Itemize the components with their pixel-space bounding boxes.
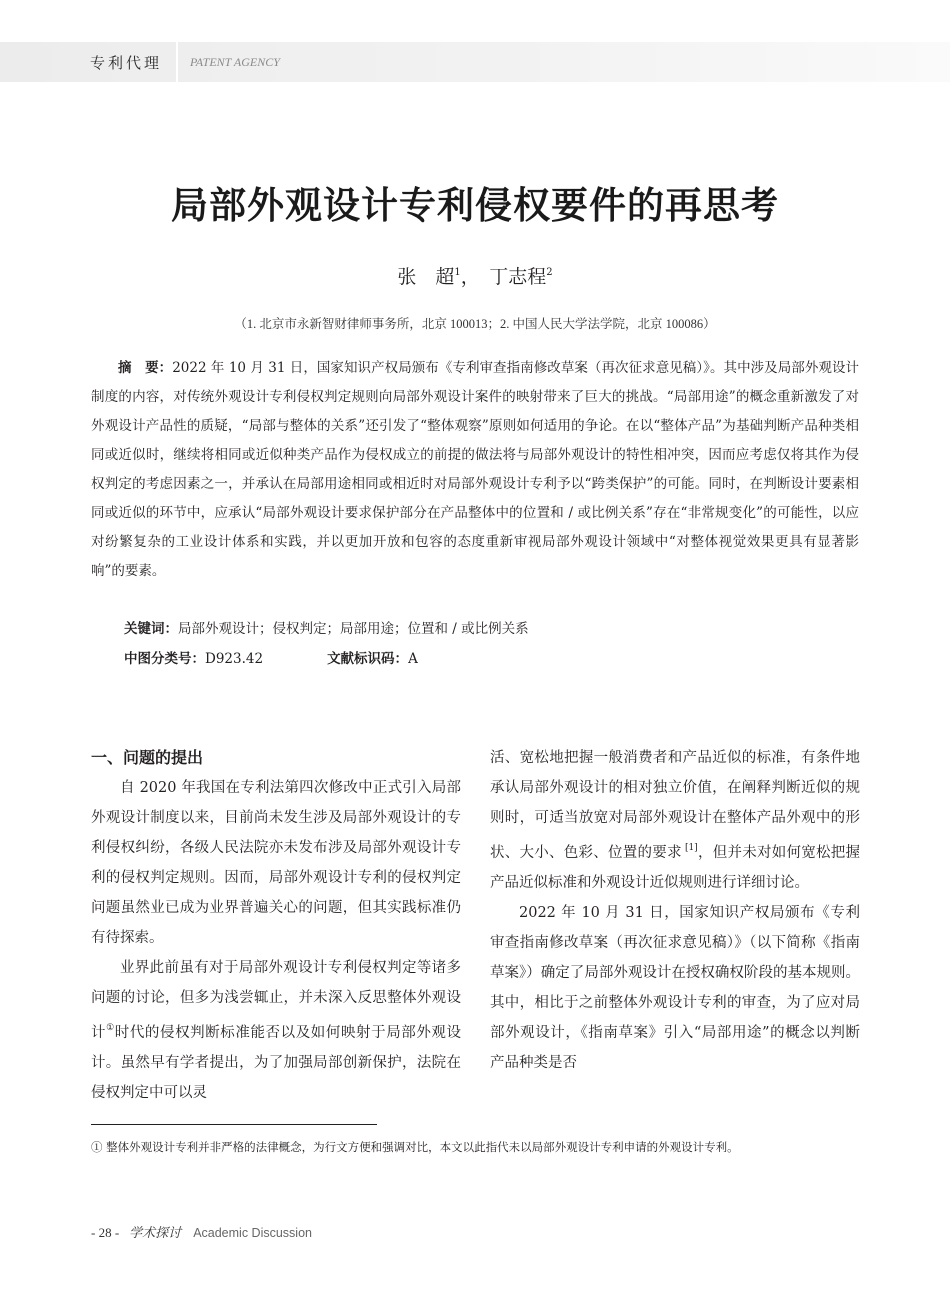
keywords-label: 关键词：: [124, 621, 178, 637]
doc-code-value: A: [408, 651, 418, 667]
author-separator: ，: [460, 266, 490, 288]
paragraph-text: 活、宽松地把握一般消费者和产品近似的标准，有条件地承认局部外观设计的相对独立价值，在阐释判断近似的规则时，可适当放宽对局部外观设计在整体产品外观中的形状、大小、色彩、位置的要求: [490, 750, 860, 861]
journal-column-cn: 学术探讨: [129, 1225, 182, 1240]
footnote-text: 整体外观设计专利并非严格的法律概念，为行文方便和强调对比，本文以此指代未以局部外观设计专利申请的外观设计专利。: [106, 1140, 739, 1154]
classification: [124, 647, 418, 671]
footnote-divider: [91, 1124, 377, 1125]
keywords-text: 局部外观设计；侵权判定；局部用途；位置和 / 或比例关系: [178, 621, 529, 637]
footnote-body: [91, 1136, 861, 1158]
footnote-ref[interactable]: ①: [106, 1023, 115, 1033]
footnote: [91, 1136, 861, 1158]
paragraph: [91, 953, 461, 1108]
page-number: - 28 -: [91, 1225, 120, 1240]
paragraph-text: ，但并未对如何宽松把握产品近似标准和外观设计近似规则进行详细讨论。: [490, 845, 861, 891]
footnote-mark: ①: [91, 1140, 103, 1154]
keywords: [124, 617, 529, 641]
paragraph-text: 时代的侵权判断标准能否以及如何映射于局部外观设计。虽然早有学者提出，为了加强局部创新保护，法院在侵权判定中可以灵: [91, 1025, 462, 1101]
paragraph: [490, 743, 860, 898]
paragraph: 2022 年 10 月 31 日，国家知识产权局颁布《专利审查指南修改草案（再次征求意见稿）》（以下简称《指南草案》）确定了局部外观设计在授权确权阶段的基本规则。其中，相比于之前整体外观设计专利的审查，为了应对局部外观设计，《指南草案》引入“局部用途”的概念以判断产品种类是否: [490, 905, 860, 1071]
author-affil-mark: 1: [454, 267, 461, 278]
abstract: [91, 354, 859, 586]
body-column-left: [91, 743, 461, 1108]
affiliation: （1. 北京市永新智财律师事务所，北京 100013；2. 中国人民大学法学院，北京 100086）: [234, 317, 716, 331]
paragraph: 自 2020 年我国在专利法第四次修改中正式引入局部外观设计制度以来，目前尚未发生涉及局部外观设计的专利侵权纠纷，各级人民法院亦未发布涉及局部外观设计专利的侵权判定规则。因而，局部外观设计专利的侵权判定问题虽然业已成为业界普遍关心的问题，但其实践标准仍有待探索。: [91, 780, 461, 946]
author-name: 张 超: [397, 266, 455, 288]
header-divider: [176, 42, 178, 82]
page-footer: [91, 1222, 312, 1241]
author-affil-mark: 2: [546, 267, 553, 278]
abstract-text: 2022 年 10 月 31 日，国家知识产权局颁布《专利审查指南修改草案（再次征求意见稿）》。其中涉及局部外观设计制度的内容，对传统外观设计专利侵权判定规则向局部外观设计案件的映射带来了巨大的挑战。“局部用途”的概念重新激发了对外观设计产品性的质疑，“局部与整体的关系”还引发了“整体观察”原则如何适用的争论。在以“整体产品”为基础判断产品种类相同或近似时，继续将相同或近似种类产品作为侵权成立的前提的做法将与局部外观设计的特性相冲突，因而应考虑仅将其作为侵权判定的考虑因素之一，并承认在局部用途相同或相近时对局部外观设计专利予以“跨类保护”的可能。同时，在判断设计要素相同或近似的环节中，应承认“局部外观设计要求保护部分在产品整体中的位置和 / 或比例关系”存在“非常规变化”的可能性，以应对纷繁复杂的工业设计体系和实践，并以更加开放和包容的态度重新审视局部外观设计领域中“对整体视觉效果更具有显著影响”的要素。: [91, 360, 860, 579]
doc-code-label: 文献标识码：: [327, 651, 409, 667]
body-column-right: [490, 743, 860, 1078]
abstract-label: 摘 要：: [118, 360, 173, 376]
clc-label: 中图分类号：: [124, 651, 205, 667]
section-title: 专利代理: [90, 54, 163, 72]
paragraph-text: 业界此前虽有对于局部外观设计专利侵权判定等诸多问题的讨论，但多为浅尝辄止，并未深入反思整体外观设计: [91, 960, 461, 1041]
article-title: 局部外观设计专利侵权要件的再思考: [171, 184, 779, 227]
journal-column-en: Academic Discussion: [193, 1226, 312, 1240]
citation-ref[interactable]: [1]: [681, 843, 698, 853]
authors: [0, 262, 950, 289]
clc-value: D923.42: [205, 651, 264, 667]
section-subtitle: PATENT AGENCY: [190, 55, 280, 69]
author-name: 丁志程: [489, 266, 547, 288]
section-heading: 一、问题的提出: [91, 748, 204, 767]
